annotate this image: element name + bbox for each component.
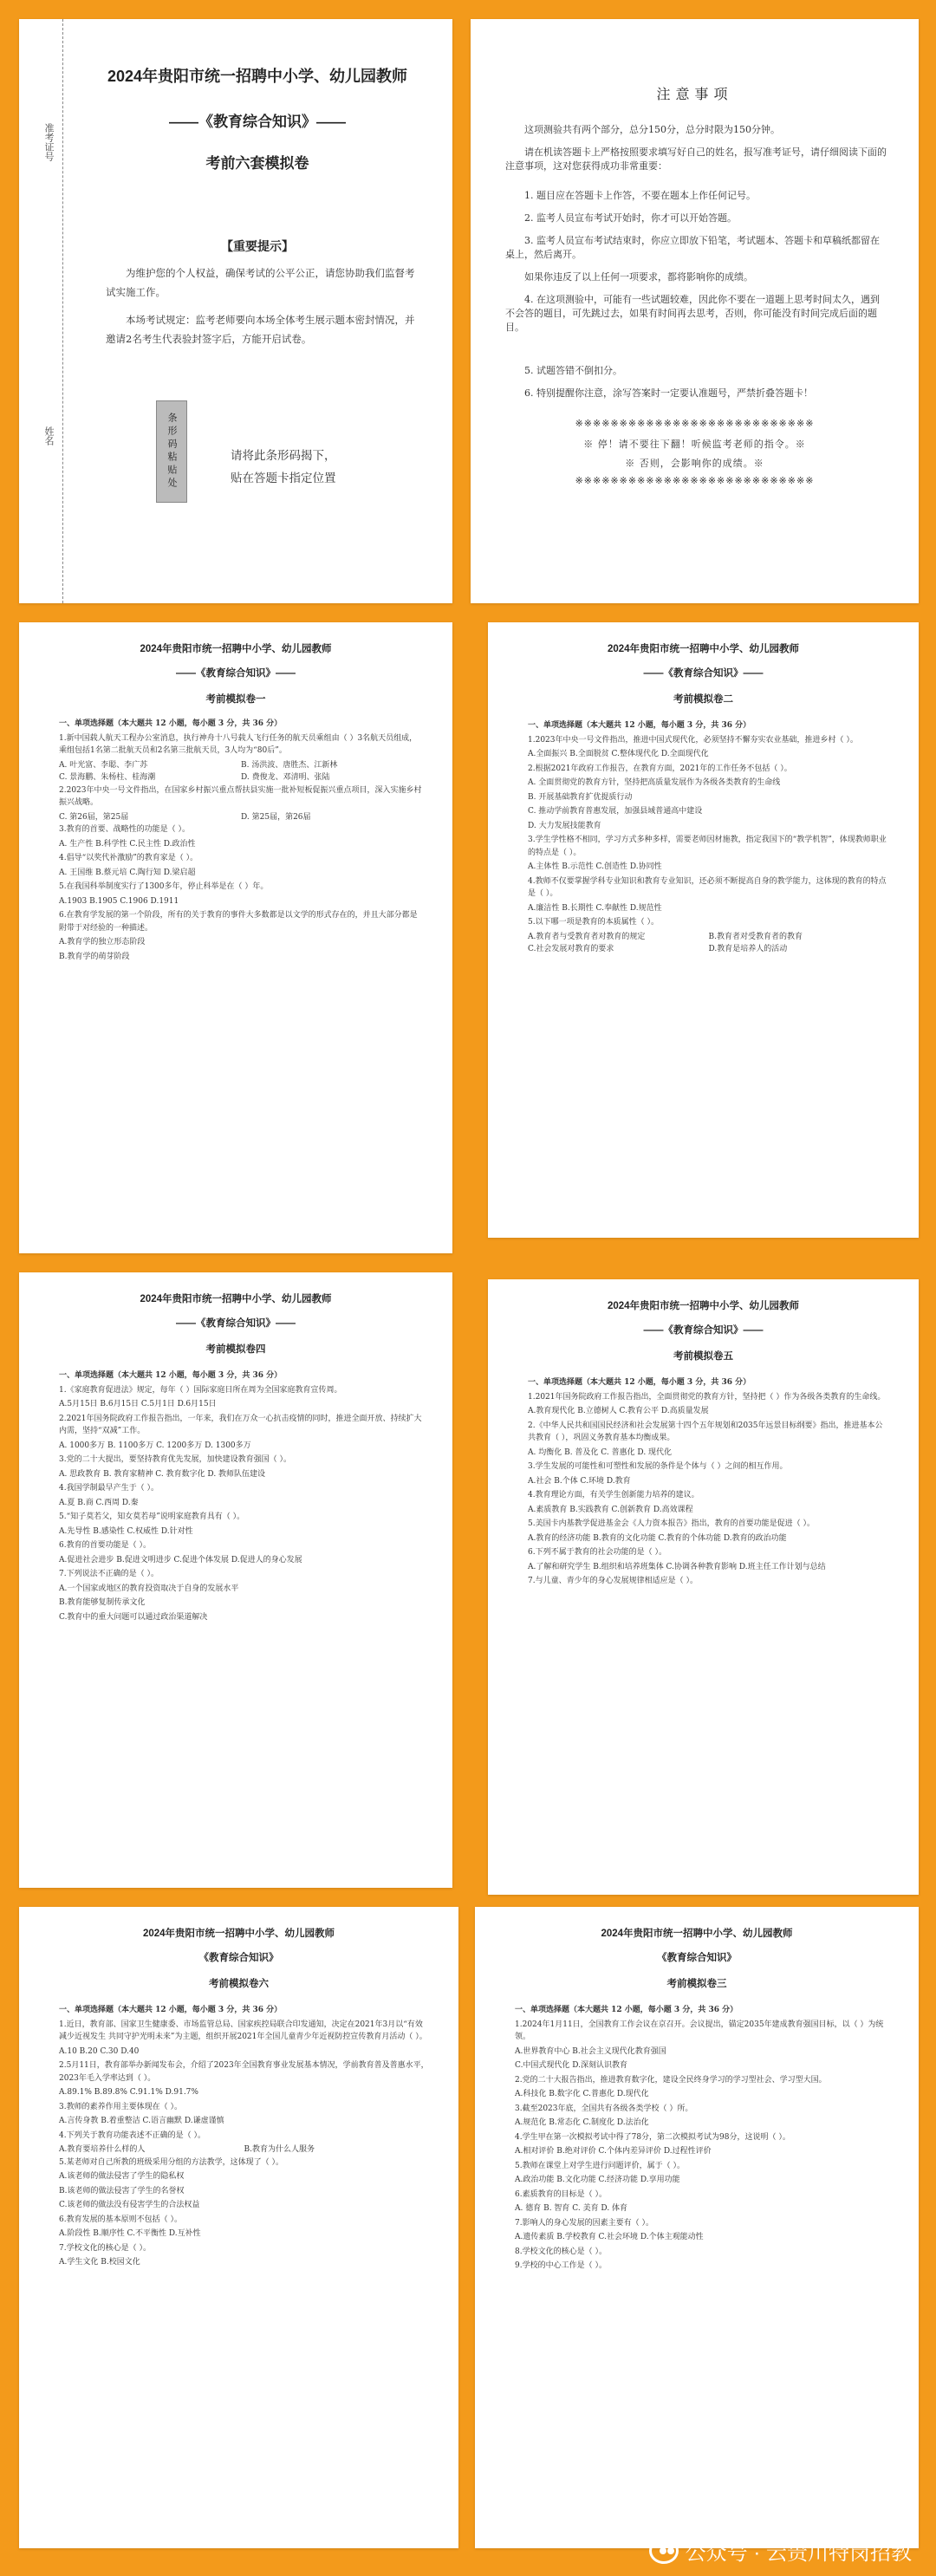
question-5: 5.以下哪一项是教育的本质属性（ ）。 xyxy=(528,918,659,927)
exam-header: 2024年贵阳市统一招聘中小学、幼儿园教师 xyxy=(601,1929,793,1939)
question-2-options: A.科技化 B.数字化 C.普惠化 D.现代化 xyxy=(515,2090,649,2098)
question-2: 2.2023年中央一号文件指出，在国家乡村振兴重点帮扶县实施一批补短板促振兴重点项目，深入实施乡村振兴战略。 xyxy=(59,785,422,807)
notes-stars-3: ※ 否则，会影响你的成绩。※ xyxy=(625,458,764,469)
question-3: 3.学生发展的可能性和可塑性和发展的条件是个体与（ ）之间的相互作用。 xyxy=(528,1462,788,1471)
question-5-options: A.教育的经济功能 B.教育的文化功能 C.教育的个体功能 D.教育的政治功能 xyxy=(528,1533,787,1543)
question-1: 1.新中国载人航天工程办公室消息，执行神舟十八号载人飞行任务的航天员乘组由（ ）3名航天员组成，乘组包括1名第二批航天员和2名第三批航天员，3人均为“80后”。 xyxy=(59,733,418,755)
question-2: 2.2021年国务院政府工作报告指出，一年来，我们在万众一心抗击疫情的同时，推进全面开放、持续扩大内需，坚持“双减”工作。 xyxy=(59,1414,422,1435)
notes-stars-2: ※ 停！请不要往下翻！听候监考老师的指令。※ xyxy=(583,439,806,450)
option: A.教育者与受教育者对教育的规定 xyxy=(528,932,646,941)
exam-set-title: 考前模拟卷二 xyxy=(673,694,733,705)
question-4: 4.教师不仅要掌握学科专业知识和教育专业知识，还必须不断提高自身的教学能力，这体现的教育的特点是（ ）。 xyxy=(528,876,887,898)
side-exam-number: 准考证号 xyxy=(43,123,55,161)
notes-p1: 这项测验共有两个部分，总分150分，总分时限为150分钟。 xyxy=(524,124,780,135)
option: A.该老师的做法侵害了学生的隐私权 xyxy=(59,2172,185,2181)
exam-page-6 xyxy=(19,1907,458,2548)
exam-set-title: 考前模拟卷一 xyxy=(205,694,266,705)
option: A. 叶光富、李聪、李广苏 xyxy=(59,760,148,770)
question-3-options: A.社会 B.个体 C.环境 D.教育 xyxy=(528,1476,631,1486)
question-6-options: A. 德育 B. 智育 C. 美育 D. 体育 xyxy=(515,2204,628,2213)
question-3-options: A.言传身教 B.着重整洁 C.语言幽默 D.谦虚谨慎 xyxy=(59,2117,224,2125)
question-9: 9.学校的中心工作是（ ）。 xyxy=(515,2261,607,2270)
question-1-options: A.5月15日 B.6月15日 C.5月1日 D.6月15日 xyxy=(59,1400,217,1408)
question-8: 8.学校文化的核心是（ ）。 xyxy=(515,2247,607,2256)
question-1-options: A.教育现代化 B.立德树人 C.教育公平 D.高质量发展 xyxy=(528,1407,709,1415)
option: B.该老师的做法侵害了学生的名誉权 xyxy=(59,2186,185,2195)
question-5: 5.在我国科举制度实行了1300多年，停止科举是在（ ）年。 xyxy=(59,882,269,891)
binding-line xyxy=(62,19,63,603)
option: A.教育学的独立形态阶段 xyxy=(59,938,146,946)
question-5: 5.某老师对自己所教的班级采用分组的方法教学，这体现了（ ）。 xyxy=(59,2157,283,2167)
notes-stars-1: ※※※※※※※※※※※※※※※※※※※※※※※※※※※ xyxy=(575,418,815,429)
option: C. 第26届，第25届 xyxy=(59,812,129,822)
notice-paragraph-2: 本场考试规定：监考老师要向本场全体考生展示题本密封情况，并邀请2名考生代表验封签字后，方能开启试卷。 xyxy=(106,314,415,345)
option: D. 大力发展技能教育 xyxy=(528,821,601,830)
option: A. 全面贯彻党的教育方针，坚持把高质量发展作为各级各类教育的生命线 xyxy=(528,778,781,787)
question-6: 6.素质教育的目标是（ ）。 xyxy=(515,2189,607,2199)
section-title: 一、单项选择题（本大题共 12 小题，每小题 3 分，共 36 分） xyxy=(59,1371,283,1380)
exam-body xyxy=(59,2004,429,2271)
question-4: 4.下列关于教育功能表述不正确的是（ ）。 xyxy=(59,2130,205,2140)
section-title: 一、单项选择题（本大题共 12 小题，每小题 3 分，共 36 分） xyxy=(515,2006,738,2014)
question-6-options: A.促进社会进步 B.促进文明进步 C.促进个体发展 D.促进人的身心发展 xyxy=(59,1555,302,1564)
option: C.该老师的做法没有侵害学生的合法权益 xyxy=(59,2201,200,2209)
option: C.社会发展对教育的要求 xyxy=(528,945,614,953)
option: B.教育学的萌芽阶段 xyxy=(59,952,130,961)
exam-body xyxy=(515,2004,889,2274)
section-title: 一、单项选择题（本大题共 12 小题，每小题 3 分，共 36 分） xyxy=(528,721,751,730)
option: B.教育为什么人服务 xyxy=(244,2145,315,2154)
question-6: 6.下列不属于教育的社会功能的是（ ）。 xyxy=(528,1548,666,1557)
exam-page-2 xyxy=(488,622,919,1238)
exam-page-5 xyxy=(488,1279,919,1895)
exam-subject: ——《教育综合知识》—— xyxy=(176,1318,296,1329)
question-6: 6.教育的首要功能是（ ）。 xyxy=(59,1541,151,1550)
section-title: 一、单项选择题（本大题共 12 小题，每小题 3 分，共 36 分） xyxy=(528,1378,751,1387)
exam-body xyxy=(59,718,423,965)
question-1-options: A.世界教育中心 B.社会主义现代化教育强国 xyxy=(515,2046,666,2056)
question-3: 3.党的二十大提出，要坚持教育优先发展，加快建设教育强国（ ）。 xyxy=(59,1455,291,1464)
question-2: 2.5月11日，教育部举办新闻发布会，介绍了2023年全国教育事业发展基本情况，学前教育普及普惠水平，2023年毛入学率达到（ ）。 xyxy=(59,2061,429,2083)
question-2-options: A. 均衡化 B. 普及化 C. 普惠化 D. 现代化 xyxy=(528,1447,673,1457)
option: D. 费俊龙、邓清明、张陆 xyxy=(241,773,330,782)
question-3-options: A.主体性 B.示范性 C.创造性 D.协同性 xyxy=(528,862,662,871)
question-5: 5.“知子莫若父，知女莫若母”说明家庭教育具有（ ）。 xyxy=(59,1512,245,1521)
exam-set-title: 考前模拟卷五 xyxy=(673,1351,733,1362)
watermark-text: 公众号 · 云贵川特岗招教 xyxy=(685,2541,912,2565)
option: C.教育中的重大问题可以通过政治渠道解决 xyxy=(59,1612,208,1622)
question-7: 7.与儿童、青少年的身心发展规律相适应是（ ）。 xyxy=(528,1577,698,1585)
option: D. 第25届，第26届 xyxy=(241,812,311,822)
question-6-options: A.了解和研究学生 B.组织和培养班集体 C.协调各种教育影响 D.班主任工作计划与总结 xyxy=(528,1562,826,1571)
notice-title: 【重要提示】 xyxy=(221,240,294,254)
barcode-tip-2: 贴在答题卡指定位置 xyxy=(231,472,336,485)
question-1-options-2: C.中国式现代化 D.深刻认识教育 xyxy=(515,2061,628,2070)
exam-page-3 xyxy=(475,1907,919,2548)
exam-set-title: 考前模拟卷六 xyxy=(209,1979,269,1989)
question-4: 4.我国学制最早产生于（ ）。 xyxy=(59,1484,159,1493)
exam-header: 2024年贵阳市统一招聘中小学、幼儿园教师 xyxy=(140,644,332,654)
option: C. 景海鹏、朱杨柱、桂海潮 xyxy=(59,773,156,782)
exam-header: 2024年贵阳市统一招聘中小学、幼儿园教师 xyxy=(607,1301,800,1311)
exam-header: 2024年贵阳市统一招聘中小学、幼儿园教师 xyxy=(607,644,800,654)
exam-body xyxy=(528,1376,889,1590)
question-2-options: A. 1000多万 B. 1100多万 C. 1200多万 D. 1300多万 xyxy=(59,1441,251,1450)
exam-set-title: 考前模拟卷三 xyxy=(666,1979,727,1989)
question-3: 3.学生学性格不相同，学习方式多种多样，需要老师因材施教，指定我国下的“教学机智”，体现教师职业的特点是（ ）。 xyxy=(528,836,887,857)
question-5-options: A.先导性 B.感染性 C.权威性 D.针对性 xyxy=(59,1526,193,1536)
question-1: 1.近日，教育部、国家卫生健康委、市场监管总局、国家疾控局联合印发通知，决定在2021年3月以“有效减少近视发生 共同守护光明未来”为主题，组织开展2021年全国儿童青少年近视防控宣传教育月活动（ ）。 xyxy=(59,2020,427,2041)
exam-page-4 xyxy=(19,1272,452,1888)
question-5-options: A.1903 B.1905 C.1906 D.1911 xyxy=(59,896,179,906)
question-6: 6.教育发展的基本原则不包括（ ）。 xyxy=(59,2215,182,2224)
notes-item-2: 2. 监考人员宣布考试开始时，你才可以开始答题。 xyxy=(524,212,737,224)
question-4: 4.倡导“以奖代补激励”的教育家是（ ）。 xyxy=(59,854,198,862)
exam-subject: 《教育综合知识》 xyxy=(198,1953,279,1963)
question-7: 7.影响人的身心发展的因素主要有（ ）。 xyxy=(515,2218,653,2228)
notes-title: 注意事项 xyxy=(656,86,733,102)
question-1: 1.《家庭教育促进法》规定，每年（ ）国际家庭日所在周为全国家庭教育宣传周。 xyxy=(59,1385,342,1395)
question-4-options: A.素质教育 B.实践教育 C.创新教育 D.高效课程 xyxy=(528,1505,693,1514)
cover-subtitle: ——《教育综合知识》—— xyxy=(169,114,346,130)
question-4-options: A.相对评价 B.绝对评价 C.个体内差异评价 D.过程性评价 xyxy=(515,2147,712,2156)
question-7-options: A.学生文化 B.校园文化 xyxy=(59,2258,140,2267)
option: C. 推动学前教育普惠发展，加强县域普通高中建设 xyxy=(528,807,703,816)
question-1-options: A.全面振兴 B.全面脱贫 C.整体现代化 D.全面现代化 xyxy=(528,750,709,758)
question-3-options: A.规范化 B.常态化 C.制度化 D.法治化 xyxy=(515,2118,649,2127)
notes-item-6: 5. 试题答错不倒扣分。 xyxy=(524,365,622,376)
option: D.教育是培养人的活动 xyxy=(708,945,788,953)
question-4-options: A.夏 B.商 C.西周 D.秦 xyxy=(59,1498,139,1507)
question-1-options: A.10 B.20 C.30 D.40 xyxy=(59,2046,140,2056)
watermark xyxy=(649,2535,912,2566)
barcode-tip-1: 请将此条形码揭下， xyxy=(231,449,336,463)
notes-item-7: 6. 特别提醒你注意，涂写答案时一定要认准题号，严禁折叠答题卡！ xyxy=(524,387,813,399)
cover-title: 2024年贵阳市统一招聘中小学、幼儿园教师 xyxy=(107,68,408,85)
question-3-options: A. 生产性 B.科学性 C.民主性 D.政治性 xyxy=(59,839,196,849)
option: B. 汤洪波、唐胜杰、江新林 xyxy=(241,760,338,770)
question-1: 1.2024年1月11日，全国教育工作会议在京召开。会议提出，锚定2035年建成教育强国目标，以（ ）为统领。 xyxy=(515,2020,884,2041)
section-title: 一、单项选择题（本大题共 12 小题，每小题 3 分，共 36 分） xyxy=(59,2006,283,2014)
question-5: 5.教师在课堂上对学生进行问题评价，属于（ ）。 xyxy=(515,2161,685,2170)
notes-p2: 请在机读答题卡上严格按照要求填写好自己的姓名，报写准考证号，请仔细阅读下面的注意事项，这对您获得成功非常重要： xyxy=(505,146,887,172)
notes-item-1: 1. 题目应在答题卡上作答，不要在题本上作任何记号。 xyxy=(524,190,756,201)
question-7: 7.学校文化的核心是（ ）。 xyxy=(59,2243,151,2253)
notes-stars-4: ※※※※※※※※※※※※※※※※※※※※※※※※※※※ xyxy=(575,475,815,486)
exam-header: 2024年贵阳市统一招聘中小学、幼儿园教师 xyxy=(140,1294,332,1304)
notes-page xyxy=(471,19,919,603)
barcode-label: 条形码粘贴处 xyxy=(166,413,178,491)
question-7-options: A.遗传素质 B.学校教育 C.社会环境 D.个体主观能动性 xyxy=(515,2233,704,2241)
exam-body xyxy=(59,1369,423,1625)
exam-page-1 xyxy=(19,622,452,1253)
exam-subject: ——《教育综合知识》—— xyxy=(643,1325,764,1336)
exam-set-title: 考前模拟卷四 xyxy=(205,1344,266,1355)
notes-item-5: 4. 在这项测验中，可能有一些试题较难，因此你不要在一道题上思考时间太久，遇到不会答的题目，可先跳过去，如果有时间再去思考，否则，你可能没有时间完成后面的题目。 xyxy=(505,294,880,333)
question-4-options: A.廉洁性 B.长期性 C.奉献性 D.规范性 xyxy=(528,903,662,913)
exam-body xyxy=(528,719,889,956)
question-1: 1.2021年国务院政府工作报告指出，全面贯彻党的教育方针，坚持把（ ）作为各级各类教育的生命线。 xyxy=(528,1392,886,1402)
question-6-options: A.阶段性 B.顺序性 C.不平衡性 D.互补性 xyxy=(59,2229,201,2238)
exam-subject: ——《教育综合知识》—— xyxy=(176,668,296,679)
section-title: 一、单项选择题（本大题共 12 小题，每小题 3 分，共 36 分） xyxy=(59,719,283,728)
option: B. 开展基础教育扩优提质行动 xyxy=(528,792,633,802)
exam-subject: ——《教育综合知识》—— xyxy=(643,668,764,679)
question-3: 3.截至2023年底，全国共有各级各类学校（ ）所。 xyxy=(515,2104,693,2113)
question-3: 3.教育的首要、战略性的功能是（ ）。 xyxy=(59,825,190,834)
question-5-options: A.政治功能 B.文化功能 C.经济功能 D.享用功能 xyxy=(515,2176,680,2184)
notes-item-4: 如果你违反了以上任何一项要求，都将影响你的成绩。 xyxy=(524,271,753,283)
option: B.教育能够复制传承文化 xyxy=(59,1598,146,1607)
question-4: 4.学生甲在第一次模拟考试中得了78分，第二次模拟考试为98分，这说明（ ）。 xyxy=(515,2132,790,2142)
exam-subject: 《教育综合知识》 xyxy=(657,1953,737,1963)
exam-header: 2024年贵阳市统一招聘中小学、幼儿园教师 xyxy=(142,1929,335,1939)
question-2: 2.党的二十大报告指出，推进教育数字化，建设全民终身学习的学习型社会、学习型大国。 xyxy=(515,2075,827,2085)
question-7: 7.下列说法不正确的是（ ）。 xyxy=(59,1570,159,1578)
question-4-options: A. 王国维 B.蔡元培 C.陶行知 D.梁启超 xyxy=(59,868,196,877)
question-3: 3.教师的素养作用主要体现在（ ）。 xyxy=(59,2102,182,2111)
question-1: 1.2023年中央一号文件指出，推进中国式现代化，必须坚持不懈夯实农业基础，推进乡村（ ）。 xyxy=(528,735,858,745)
question-6: 6.在教育学发展的第一个阶段，所有的关于教育的事件大多数都是以文学的形式存在的，并且大部分都是附带于对经验的一种描述。 xyxy=(59,911,418,933)
notice-paragraph-1: 为维护您的个人权益，确保考试的公平公正，请您协助我们监督考试实施工作。 xyxy=(106,267,415,298)
wechat-icon xyxy=(649,2538,679,2564)
notes-item-3: 3. 监考人员宣布考试结束时，你应立即放下铅笔，考试题本、答题卡和草稿纸都留在桌上，然后离开。 xyxy=(505,235,880,260)
question-5: 5.美国卡内基教学促进基金会《人力资本报告》指出，教育的首要功能是促进（ ）。 xyxy=(528,1519,815,1528)
option: A.一个国家或地区的教育投资取决于自身的发展水平 xyxy=(59,1584,239,1593)
question-4: 4.教育理论方面，有关学生创新能力培养的建议。 xyxy=(528,1491,699,1499)
option: A.教育要培养什么样的人 xyxy=(59,2145,146,2154)
question-2: 2.根据2021年政府工作报告，在教育方面，2021年的工作任务不包括（ ）。 xyxy=(528,764,792,773)
barcode-area xyxy=(156,400,187,503)
side-name: 姓名 xyxy=(43,426,55,446)
question-2: 2.《中华人民共和国国民经济和社会发展第十四个五年规划和2035年远景目标纲要》指出，推进基本公共教育（ ），巩固义务教育基本均衡成果。 xyxy=(528,1421,883,1442)
option: B.教育者对受教育者的教育 xyxy=(708,932,803,941)
cover-page xyxy=(19,19,452,603)
cover-set-title: 考前六套模拟卷 xyxy=(205,155,309,172)
question-2-options: A.89.1% B.89.8% C.91.1% D.91.7% xyxy=(59,2088,198,2097)
question-3-options: A. 思政教育 B. 教育家精神 C. 教育数字化 D. 教师队伍建设 xyxy=(59,1469,266,1479)
